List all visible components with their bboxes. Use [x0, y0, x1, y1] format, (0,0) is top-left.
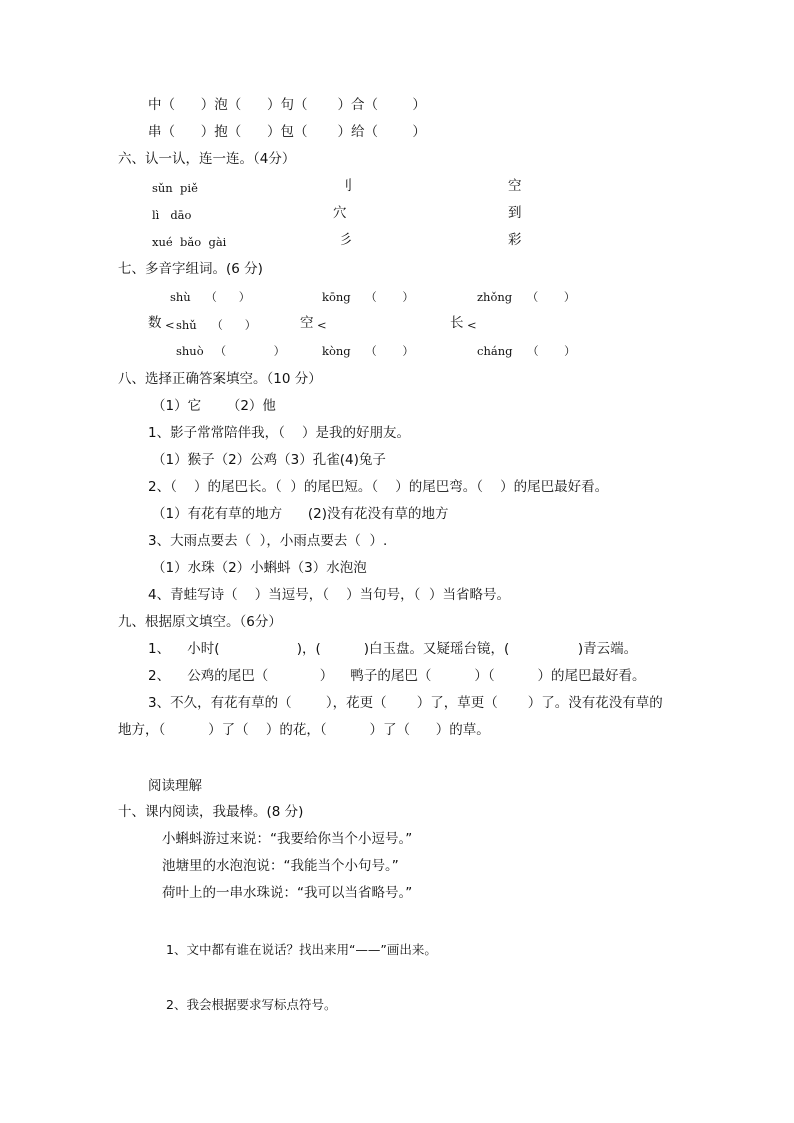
- match-radical-3: 彡: [339, 232, 353, 248]
- match-pinyin-3: xué bǎo gài: [152, 235, 227, 249]
- passage-line-1: 小蝌蚪游过来说：“我要给你当个小逗号。”: [162, 831, 413, 847]
- q9-2: 2、 公鸡的尾巴（ ） 鸭子的尾巴（ ）（ ）的尾巴最好看。: [148, 668, 646, 684]
- section-7-title: 七、多音字组词。(6 分): [118, 261, 263, 277]
- section-8-title: 八、选择正确答案填空。（10 分）: [118, 371, 322, 387]
- poly-3-reading-2: cháng （ ）: [477, 344, 576, 358]
- match-char-3: 彩: [508, 232, 522, 248]
- q8-options-3: （1）有花有草的地方 (2)没有花没有草的地方: [152, 506, 449, 522]
- q8-options-1: （1）它 （2）他: [152, 398, 276, 414]
- section-9-title: 九、根据原文填空。（6分）: [118, 614, 282, 630]
- word-line-2: 串（ ）抱（ ）包（ ）给（ ）: [148, 124, 426, 140]
- q8-options-4: （1）水珠（2）小蝌蚪（3）水泡泡: [152, 560, 367, 576]
- poly-1-char: 数: [148, 315, 162, 331]
- passage-line-3: 荷叶上的一串水珠说：“我可以当省略号。”: [162, 885, 413, 901]
- q8-3: 3、大雨点要去（ ），小雨点要去（ ）.: [148, 533, 388, 549]
- q9-3-cont: 地方，（ ）了（ ）的花，（ ）了（ ）的草。: [118, 722, 490, 738]
- section-10-title: 十、课内阅读，我最棒。(8 分): [118, 804, 304, 820]
- q10-2: 2、我会根据要求写标点符号。: [166, 997, 337, 1012]
- q10-1: 1、文中都有谁在说话？找出来用“——”画出来。: [166, 942, 437, 957]
- match-pinyin-2: lì dāo: [152, 208, 192, 222]
- poly-2-reading-1: kōng （ ）: [322, 290, 414, 304]
- q8-4: 4、青蛙写诗（ ）当逗号，（ ）当句号，（ ）当省略号。: [148, 587, 511, 603]
- poly-2-char: 空: [300, 315, 314, 331]
- poly-3-reading-1: zhǒng （ ）: [477, 290, 576, 304]
- match-radical-2: 穴: [333, 205, 347, 221]
- poly-1-brace: <: [165, 318, 175, 332]
- poly-1-reading-2: shǔ （ ）: [176, 318, 257, 332]
- match-char-1: 空: [508, 178, 522, 194]
- match-radical-1: 刂: [339, 178, 353, 194]
- match-pinyin-1: sǔn piě: [152, 181, 198, 195]
- poly-1-reading-3: shuò （ ）: [176, 344, 286, 358]
- q9-1: 1、 小时( )，( )白玉盘。又疑瑶台镜，( )青云端。: [148, 641, 638, 657]
- q8-options-2: （1）猴子（2）公鸡（3）孔雀(4)兔子: [152, 452, 386, 468]
- q8-1: 1、影子常常陪伴我，（ ）是我的好朋友。: [148, 425, 411, 441]
- match-char-2: 到: [508, 205, 522, 221]
- word-line-1: 中（ ）泡（ ）句（ ）合（ ）: [148, 97, 426, 113]
- poly-2-reading-2: kòng （ ）: [322, 344, 414, 358]
- q9-3: 3、不久，有花有草的（ ），花更（ ）了，草更（ ）了。没有花没有草的: [148, 695, 663, 711]
- poly-3-brace: <: [467, 318, 477, 332]
- poly-3-char: 长: [450, 315, 464, 331]
- reading-heading: 阅读理解: [148, 778, 202, 794]
- passage-line-2: 池塘里的水泡泡说：“我能当个小句号。”: [162, 858, 399, 874]
- q8-2: 2、（ ）的尾巴长。（ ）的尾巴短。（ ）的尾巴弯。（ ）的尾巴最好看。: [148, 479, 609, 495]
- poly-2-brace: <: [317, 318, 327, 332]
- poly-1-reading-1: shù （ ）: [170, 290, 251, 304]
- section-6-title: 六、认一认，连一连。（4分）: [118, 151, 296, 167]
